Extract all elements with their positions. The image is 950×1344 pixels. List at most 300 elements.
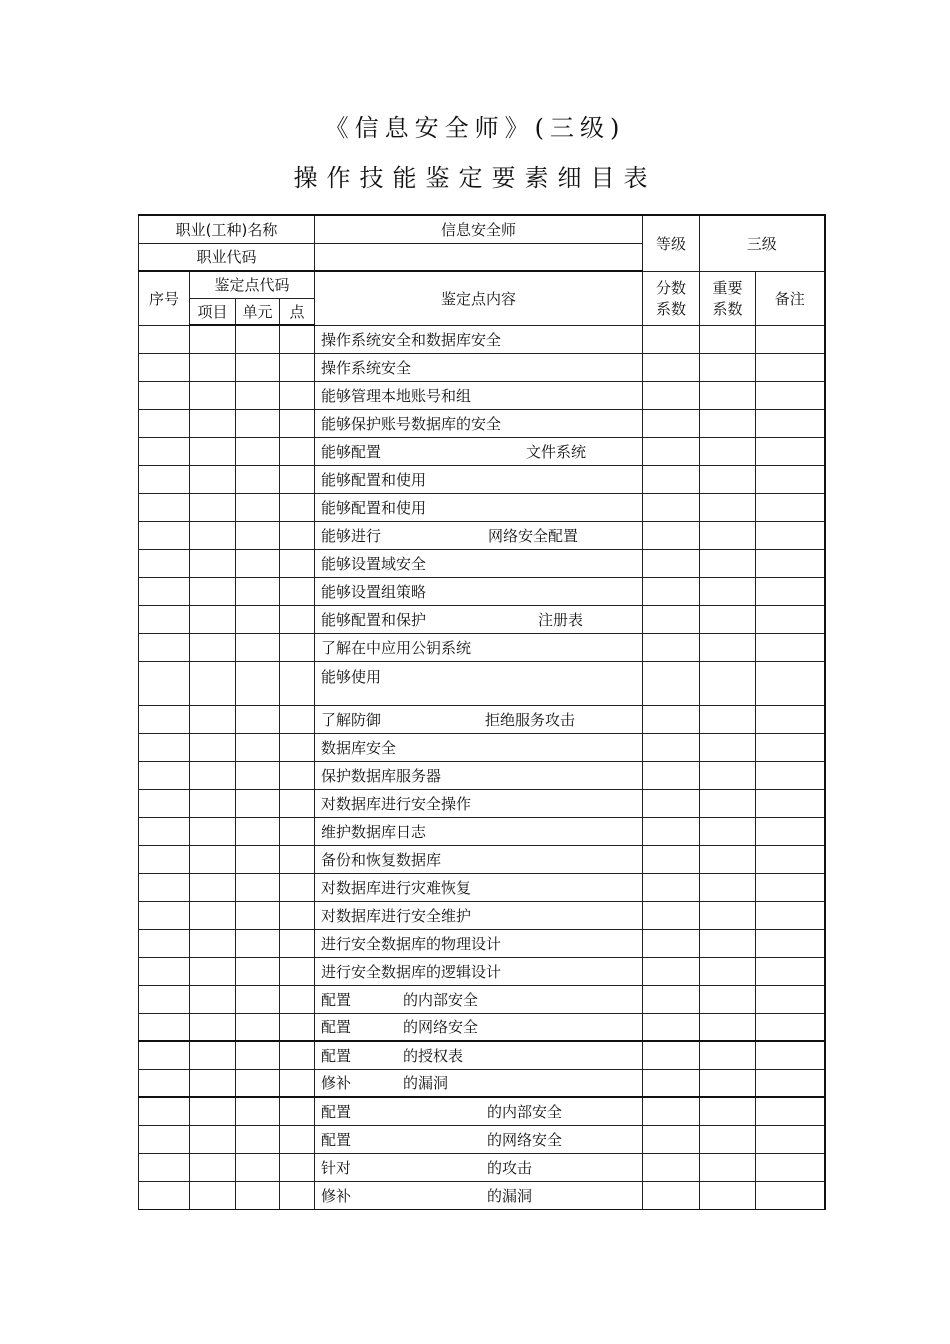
point-cell <box>280 929 315 957</box>
content-text: 修补 <box>321 1074 352 1093</box>
content-cell <box>315 817 643 845</box>
unit-cell <box>236 1181 280 1209</box>
content-cell <box>315 521 643 549</box>
table-row <box>139 633 825 661</box>
weight-cell <box>700 929 756 957</box>
score-cell <box>643 1181 700 1209</box>
item-cell <box>190 1153 236 1181</box>
content-cell <box>315 381 643 409</box>
table-row <box>139 437 825 465</box>
score-cell <box>643 521 700 549</box>
content-text: 操作系统安全和数据库安全 <box>321 330 502 349</box>
item-cell <box>190 1181 236 1209</box>
unit-cell <box>236 761 280 789</box>
content-text: 修补 <box>321 1186 352 1205</box>
level-label: 等级 <box>643 215 700 271</box>
table-row <box>139 549 825 577</box>
seq-cell <box>139 437 190 465</box>
seq-cell <box>139 1041 190 1069</box>
table-row <box>139 789 825 817</box>
point-cell <box>280 1181 315 1209</box>
unit-cell <box>236 789 280 817</box>
weight-cell <box>700 985 756 1013</box>
seq-cell <box>139 957 190 985</box>
table-row <box>139 733 825 761</box>
weight-cell <box>700 605 756 633</box>
seq-cell <box>139 1125 190 1153</box>
content-cell <box>315 633 643 661</box>
remark-cell <box>756 957 825 985</box>
table-row <box>139 521 825 549</box>
occupation-code-label: 职业代码 <box>139 243 315 271</box>
content-text: 了解在 <box>321 638 367 657</box>
content-text: 配置 <box>321 990 352 1009</box>
remark-cell <box>756 1153 825 1181</box>
content-text-continued: 的网络安全 <box>487 1130 563 1149</box>
point-cell <box>280 901 315 929</box>
score-cell <box>643 493 700 521</box>
content-cell <box>315 437 643 465</box>
seq-cell <box>139 1097 190 1125</box>
score-cell <box>643 1097 700 1125</box>
seq-cell <box>139 845 190 873</box>
item-cell <box>190 633 236 661</box>
item-cell <box>190 353 236 381</box>
table-row <box>139 381 825 409</box>
point-cell <box>280 1069 315 1097</box>
content-cell <box>315 789 643 817</box>
weight-cell <box>700 465 756 493</box>
table-row <box>139 705 825 733</box>
score-cell <box>643 549 700 577</box>
point-cell <box>280 437 315 465</box>
table-row <box>139 577 825 605</box>
seq-header: 序号 <box>139 271 190 325</box>
score-coef-header <box>643 271 700 325</box>
point-cell <box>280 1125 315 1153</box>
score-cell <box>643 789 700 817</box>
score-cell <box>643 1153 700 1181</box>
unit-cell <box>236 733 280 761</box>
unit-cell <box>236 929 280 957</box>
remark-cell <box>756 381 825 409</box>
weight-cell <box>700 873 756 901</box>
unit-cell <box>236 1125 280 1153</box>
remark-cell <box>756 661 825 705</box>
seq-cell <box>139 733 190 761</box>
item-cell <box>190 325 236 353</box>
unit-cell <box>236 493 280 521</box>
item-cell <box>190 929 236 957</box>
table-row <box>139 845 825 873</box>
table-row <box>139 353 825 381</box>
item-cell <box>190 1125 236 1153</box>
unit-cell <box>236 577 280 605</box>
score-cell <box>643 381 700 409</box>
seq-cell <box>139 705 190 733</box>
item-cell <box>190 1041 236 1069</box>
item-cell <box>190 1069 236 1097</box>
weight-cell <box>700 1097 756 1125</box>
point-cell <box>280 1097 315 1125</box>
content-text: 能够保护账号数据库的安全 <box>321 414 502 433</box>
remark-cell <box>756 409 825 437</box>
table-row <box>139 873 825 901</box>
remark-cell <box>756 789 825 817</box>
seq-cell <box>139 633 190 661</box>
content-cell <box>315 549 643 577</box>
table-row <box>139 817 825 845</box>
unit-cell <box>236 549 280 577</box>
point-cell <box>280 353 315 381</box>
weight-cell <box>700 1153 756 1181</box>
content-text: 能够配置和使用 <box>321 470 427 489</box>
content-text-continued: 拒绝服务攻击 <box>485 710 576 729</box>
unit-cell <box>236 1153 280 1181</box>
content-text-continued: 中应用公钥系统 <box>366 638 472 657</box>
score-cell <box>643 733 700 761</box>
point-cell <box>280 761 315 789</box>
table-row <box>139 661 825 705</box>
content-text: 配置 <box>321 1046 352 1065</box>
content-text: 能够配置和使用 <box>321 498 427 517</box>
score-coef-line1: 分数 <box>656 279 687 297</box>
content-cell <box>315 577 643 605</box>
item-cell <box>190 605 236 633</box>
point-cell <box>280 661 315 705</box>
item-header: 项目 <box>190 298 236 325</box>
item-cell <box>190 661 236 705</box>
weight-cell <box>700 409 756 437</box>
score-cell <box>643 437 700 465</box>
point-cell <box>280 789 315 817</box>
table-row <box>139 1125 825 1153</box>
content-cell <box>315 985 643 1013</box>
remark-cell <box>756 1125 825 1153</box>
score-cell <box>643 901 700 929</box>
score-cell <box>643 873 700 901</box>
point-cell <box>280 633 315 661</box>
unit-cell <box>236 1097 280 1125</box>
remark-cell <box>756 549 825 577</box>
unit-cell <box>236 1041 280 1069</box>
content-text: 针对 <box>321 1158 352 1177</box>
content-text: 对数据库进行安全操作 <box>321 794 472 813</box>
item-cell <box>190 381 236 409</box>
weight-cell <box>700 733 756 761</box>
unit-cell <box>236 381 280 409</box>
item-cell <box>190 761 236 789</box>
seq-cell <box>139 381 190 409</box>
item-cell <box>190 957 236 985</box>
content-text: 进行安全数据库的逻辑设计 <box>321 962 502 981</box>
weight-cell <box>700 633 756 661</box>
content-text: 能够配置 <box>321 442 382 461</box>
seq-cell <box>139 929 190 957</box>
weight-coef-line2: 系数 <box>712 300 743 318</box>
score-cell <box>643 1041 700 1069</box>
content-cell <box>315 661 643 705</box>
weight-cell <box>700 577 756 605</box>
score-cell <box>643 633 700 661</box>
content-cell <box>315 1125 643 1153</box>
unit-cell <box>236 661 280 705</box>
point-cell <box>280 605 315 633</box>
seq-cell <box>139 465 190 493</box>
unit-cell <box>236 873 280 901</box>
content-text-continued: 的漏洞 <box>487 1186 533 1205</box>
seq-cell <box>139 1153 190 1181</box>
weight-cell <box>700 845 756 873</box>
weight-cell <box>700 1125 756 1153</box>
seq-cell <box>139 1069 190 1097</box>
remark-cell <box>756 1181 825 1209</box>
score-cell <box>643 465 700 493</box>
content-cell <box>315 901 643 929</box>
seq-cell <box>139 577 190 605</box>
content-text: 对数据库进行安全维护 <box>321 906 472 925</box>
weight-cell <box>700 661 756 705</box>
remark-cell <box>756 465 825 493</box>
item-cell <box>190 549 236 577</box>
score-cell <box>643 1125 700 1153</box>
point-header: 点 <box>280 298 315 325</box>
table-row <box>139 1041 825 1069</box>
weight-cell <box>700 817 756 845</box>
code-group-header: 鉴定点代码 <box>190 271 315 298</box>
table-row <box>139 901 825 929</box>
weight-cell <box>700 493 756 521</box>
table-row <box>139 1153 825 1181</box>
seq-cell <box>139 901 190 929</box>
unit-cell <box>236 845 280 873</box>
remark-cell <box>756 985 825 1013</box>
seq-cell <box>139 1181 190 1209</box>
score-cell <box>643 845 700 873</box>
unit-cell <box>236 409 280 437</box>
content-cell <box>315 1097 643 1125</box>
occupation-name-label: 职业(工种)名称 <box>139 215 315 243</box>
score-cell <box>643 409 700 437</box>
seq-cell <box>139 409 190 437</box>
seq-cell <box>139 789 190 817</box>
score-coef-line2: 系数 <box>656 300 687 318</box>
level-value: 三级 <box>700 215 825 271</box>
unit-cell <box>236 705 280 733</box>
remark-cell <box>756 1097 825 1125</box>
weight-cell <box>700 437 756 465</box>
unit-cell <box>236 901 280 929</box>
content-text-continued: 的漏洞 <box>403 1074 449 1093</box>
item-cell <box>190 901 236 929</box>
score-cell <box>643 761 700 789</box>
table-row <box>139 957 825 985</box>
table-row <box>139 409 825 437</box>
unit-cell <box>236 633 280 661</box>
item-cell <box>190 493 236 521</box>
seq-cell <box>139 761 190 789</box>
seq-cell <box>139 521 190 549</box>
content-text: 维护数据库日志 <box>321 822 427 841</box>
weight-cell <box>700 549 756 577</box>
point-cell <box>280 1153 315 1181</box>
remark-cell <box>756 761 825 789</box>
unit-cell <box>236 817 280 845</box>
remark-cell <box>756 493 825 521</box>
content-text: 配置 <box>321 1018 352 1037</box>
point-cell <box>280 873 315 901</box>
score-cell <box>643 705 700 733</box>
content-cell <box>315 705 643 733</box>
table-row <box>139 605 825 633</box>
content-cell <box>315 605 643 633</box>
weight-cell <box>700 353 756 381</box>
seq-cell <box>139 353 190 381</box>
content-text: 能够设置组策略 <box>321 582 427 601</box>
unit-cell <box>236 353 280 381</box>
score-cell <box>643 817 700 845</box>
content-text: 备份和恢复数据库 <box>321 850 442 869</box>
content-cell <box>315 1181 643 1209</box>
score-cell <box>643 661 700 705</box>
point-cell <box>280 845 315 873</box>
item-cell <box>190 577 236 605</box>
item-cell <box>190 705 236 733</box>
content-cell <box>315 733 643 761</box>
item-cell <box>190 521 236 549</box>
remark-cell <box>756 1069 825 1097</box>
item-cell <box>190 1013 236 1041</box>
content-cell <box>315 845 643 873</box>
score-cell <box>643 957 700 985</box>
unit-cell <box>236 605 280 633</box>
remark-cell <box>756 705 825 733</box>
item-cell <box>190 733 236 761</box>
point-cell <box>280 549 315 577</box>
content-text: 对数据库进行灾难恢复 <box>321 878 472 897</box>
weight-cell <box>700 705 756 733</box>
item-cell <box>190 465 236 493</box>
weight-cell <box>700 957 756 985</box>
seq-cell <box>139 661 190 705</box>
weight-coef-line1: 重要 <box>712 279 743 297</box>
content-cell <box>315 761 643 789</box>
point-cell <box>280 577 315 605</box>
score-cell <box>643 353 700 381</box>
content-text: 保护数据库服务器 <box>321 766 442 785</box>
content-cell <box>315 873 643 901</box>
occupation-code-value <box>315 243 643 271</box>
content-text-continued: 网络安全配置 <box>488 526 579 545</box>
content-text-continued: 注册表 <box>538 610 584 629</box>
remark-cell <box>756 873 825 901</box>
content-text: 操作系统安全 <box>321 358 412 377</box>
remark-cell <box>756 929 825 957</box>
item-cell <box>190 1097 236 1125</box>
table-row <box>139 929 825 957</box>
unit-cell <box>236 985 280 1013</box>
score-cell <box>643 577 700 605</box>
unit-cell <box>236 1069 280 1097</box>
appraisal-table <box>138 214 826 1210</box>
content-text: 了解防御 <box>321 710 382 729</box>
remark-cell <box>756 1041 825 1069</box>
remark-cell <box>756 901 825 929</box>
remark-cell <box>756 353 825 381</box>
remark-cell <box>756 633 825 661</box>
point-cell <box>280 957 315 985</box>
content-text-continued: 的攻击 <box>487 1158 533 1177</box>
score-cell <box>643 929 700 957</box>
table-row <box>139 985 825 1013</box>
item-cell <box>190 409 236 437</box>
content-text: 能够使用 <box>321 667 382 686</box>
seq-cell <box>139 493 190 521</box>
score-cell <box>643 1069 700 1097</box>
content-cell <box>315 1069 643 1097</box>
seq-cell <box>139 985 190 1013</box>
remark-cell <box>756 437 825 465</box>
remark-cell <box>756 577 825 605</box>
score-cell <box>643 1013 700 1041</box>
table-row <box>139 465 825 493</box>
remark-cell <box>756 733 825 761</box>
remark-cell <box>756 605 825 633</box>
point-cell <box>280 985 315 1013</box>
content-cell <box>315 929 643 957</box>
remark-cell <box>756 845 825 873</box>
content-cell <box>315 465 643 493</box>
seq-cell <box>139 325 190 353</box>
point-cell <box>280 733 315 761</box>
table-row <box>139 325 825 353</box>
content-cell <box>315 1153 643 1181</box>
content-cell <box>315 957 643 985</box>
weight-cell <box>700 901 756 929</box>
weight-cell <box>700 1069 756 1097</box>
table-row <box>139 1069 825 1097</box>
seq-cell <box>139 549 190 577</box>
content-header: 鉴定点内容 <box>315 271 643 325</box>
unit-header: 单元 <box>236 298 280 325</box>
score-cell <box>643 325 700 353</box>
weight-cell <box>700 325 756 353</box>
content-text-continued: 的网络安全 <box>403 1018 479 1037</box>
remark-cell <box>756 521 825 549</box>
content-text: 配置 <box>321 1130 352 1149</box>
item-cell <box>190 845 236 873</box>
content-text: 能够管理本地账号和组 <box>321 386 472 405</box>
seq-cell <box>139 1013 190 1041</box>
weight-coef-header <box>700 271 756 325</box>
point-cell <box>280 409 315 437</box>
point-cell <box>280 1013 315 1041</box>
weight-cell <box>700 1181 756 1209</box>
weight-cell <box>700 1013 756 1041</box>
content-cell <box>315 325 643 353</box>
unit-cell <box>236 1013 280 1041</box>
weight-cell <box>700 521 756 549</box>
unit-cell <box>236 521 280 549</box>
content-text-continued: 文件系统 <box>526 442 587 461</box>
point-cell <box>280 817 315 845</box>
content-text-continued: 的内部安全 <box>403 990 479 1009</box>
point-cell <box>280 1041 315 1069</box>
item-cell <box>190 817 236 845</box>
content-text: 进行安全数据库的物理设计 <box>321 934 502 953</box>
weight-cell <box>700 761 756 789</box>
content-text: 能够配置和保护 <box>321 610 427 629</box>
